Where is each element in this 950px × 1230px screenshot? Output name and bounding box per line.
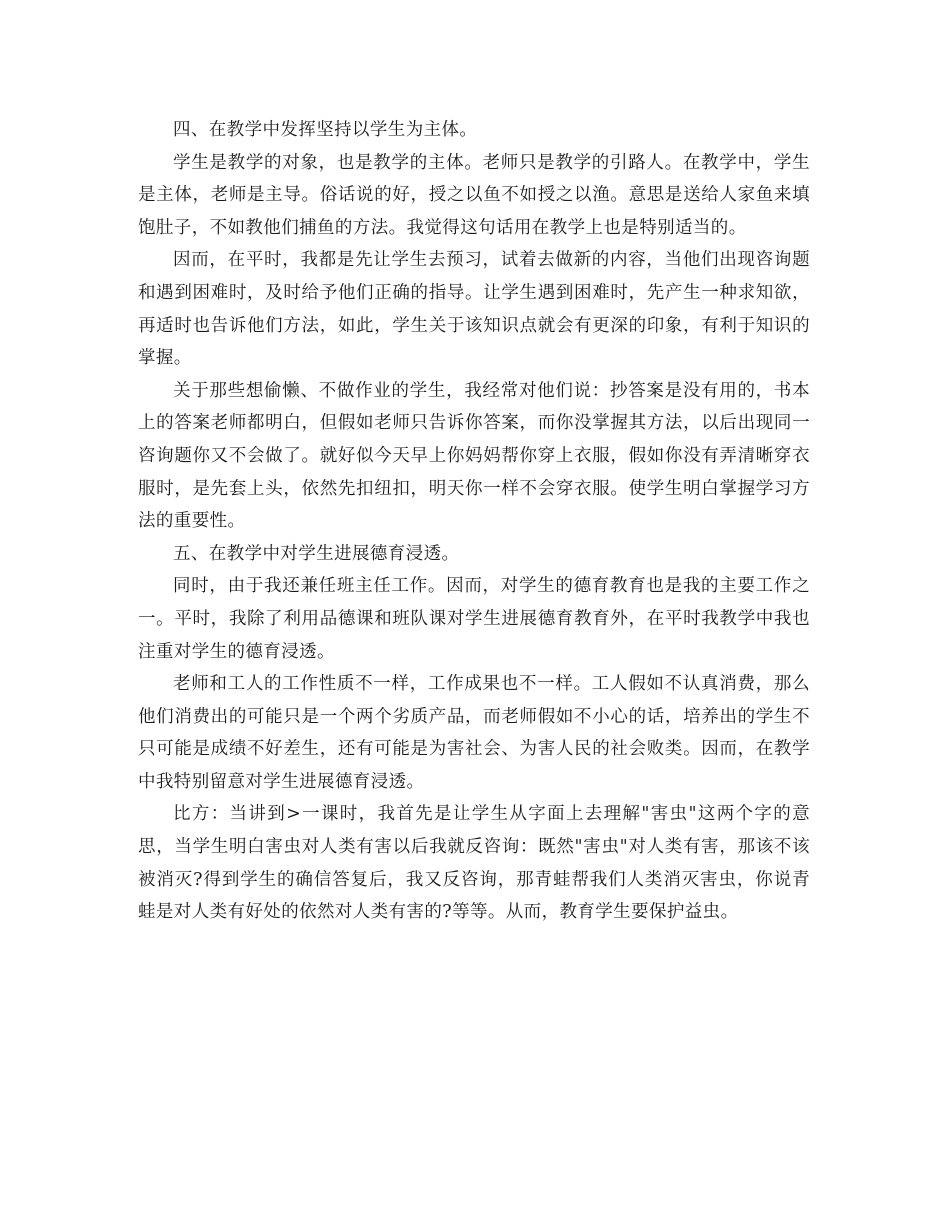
section-heading-5: 五、在教学中对学生进展德育浸透。: [173, 543, 460, 564]
paragraph-homework-method: 关于那些想偷懒、不做作业的学生，我经常对他们说：抄答案是没有用的，书本上的答案老师都明白，但假如老师只告诉你答案，而你没掌握其方法，以后出现同一咨询题你又不会做了。就好似今天早上你妈妈帮你穿上衣服，假如你没有弄清晰穿衣服时，是先套上头，依然先扣纽扣，明天你一样不会穿衣服。使学生明白掌握学习方法的重要性。: [138, 380, 810, 532]
paragraph-teacher-worker: 老师和工人的工作性质不一样，工作成果也不一样。工人假如不认真消费，那么他们消费出的可能只是一个两个劣质产品，而老师假如不小心的话，培养出的学生不只可能是成绩不好差生，还有可能是为害社会、为害人民的社会败类。因而，在教学中我特别留意对学生进展德育浸透。: [138, 674, 810, 792]
paragraph-student-subject: 学生是教学的对象，也是教学的主体。老师只是教学的引路人。在教学中，学生是主体，老师是主导。俗话说的好，授之以鱼不如授之以渔。意思是送给人家鱼来填饱肚子，不如教他们捕鱼的方法。我觉得这句话用在教学上也是特别适当的。: [138, 152, 810, 238]
paragraph-class-teacher: 同时，由于我还兼任班主任工作。因而，对学生的德育教育也是我的主要工作之一。平时，我除了利用品德课和班队课对学生进展德育教育外，在平时我教学中我也注重对学生的德育浸透。: [138, 576, 810, 662]
paragraph-example-pests: 比方：当讲到>一课时，我首先是让学生从字面上去理解"害虫"这两个字的意思，当学生明白害虫对人类有害以后我就反咨询：既然"害虫"对人类有害，那该不该被消灭?得到学生的确信答复后，我又反咨询，那青蛙帮我们人类消灭害虫，你说青蛙是对人类有好处的依然对人类有害的?等等。从而，教育学生要保护益虫。: [138, 804, 810, 923]
paragraph-preview-guidance: 因而，在平时，我都是先让学生去预习，试着去做新的内容，当他们出现咨询题和遇到困难时，及时给予他们正确的指导。让学生遇到困难时，先产生一种求知欲，再适时也告诉他们方法，如此，学生关于该知识点就会有更深的印象，有利于知识的掌握。: [138, 250, 810, 369]
document-body: [138, 114, 810, 929]
section-heading-4: 四、在教学中发挥坚持以学生为主体。: [173, 120, 478, 140]
